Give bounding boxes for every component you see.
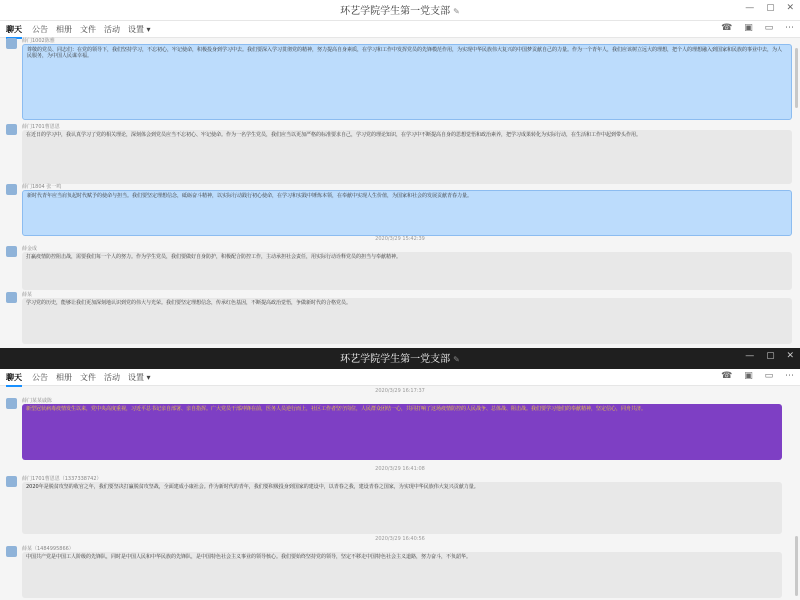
sender-name: 薛某（1484995866） <box>22 546 74 552</box>
tab-album[interactable]: 相册 <box>56 25 72 34</box>
sender-name: 薛门1701曹恩恩（1337338742） <box>22 476 102 482</box>
timestamp: 2020/3/29 16:41:08 <box>375 466 425 472</box>
tab-activity[interactable]: 活动 <box>104 373 120 382</box>
window-controls <box>736 3 794 13</box>
avatar[interactable] <box>6 546 17 557</box>
phone-icon[interactable]: ☎ <box>721 23 733 33</box>
maximize-icon[interactable]: ▢ <box>766 351 775 361</box>
avatar[interactable] <box>6 38 17 49</box>
message-bubble[interactable]: 中国共产党是中国工人阶级的先锋队，同时是中国人民和中华民族的先锋队，是中国特色社会主义事业的领导核心。我们要始终坚持党的领导，坚定不移走中国特色社会主义道路，努力奋斗，不负韶华。 <box>22 552 782 598</box>
window-controls <box>736 351 794 361</box>
timestamp: 2020/3/29 16:17:37 <box>375 388 425 394</box>
tab-settings[interactable]: 设置 ▾ <box>128 25 151 34</box>
tab-chat[interactable]: 聊天 <box>6 373 22 382</box>
close-icon[interactable]: ✕ <box>786 3 794 13</box>
message-list <box>0 386 800 600</box>
window-title: 环艺学院学生第一党支部 ✎ <box>340 354 460 365</box>
tab-files[interactable]: 文件 <box>80 25 96 34</box>
avatar[interactable] <box>6 292 17 303</box>
sender-name: 薛门1002陈雅 <box>22 38 55 44</box>
message-bubble[interactable]: 在近日的学习中，我认真学习了党的相关理论，深刻体会到党员应当不忘初心、牢记使命。作为一名学生党员，我们应当以更加严格的标准要求自己，学习党的理论知识，在学习中不断提高自身的思想觉悟和政治素养，把学习成果转化为实际行动，在生活和工作中起到带头作用。 <box>22 130 792 184</box>
message-bubble[interactable]: 打赢疫情防控阻击战，需要我们每一个人的努力。作为学生党员，我们要做好自身防护，积极配合防控工作，主动承担社会责任，用实际行动诠释党员的担当与奉献精神。 <box>22 252 792 290</box>
avatar[interactable] <box>6 124 17 135</box>
avatar[interactable] <box>6 476 17 487</box>
scrollbar[interactable] <box>795 536 798 596</box>
sender-name: 薛门某某戚陈 <box>22 398 53 404</box>
tab-announcement[interactable]: 公告 <box>32 25 48 34</box>
tab-activity[interactable]: 活动 <box>104 25 120 34</box>
scrollbar[interactable] <box>795 48 798 108</box>
avatar[interactable] <box>6 184 17 195</box>
title-bar <box>0 348 800 369</box>
sender-name: 薛门1701曹恩恩 <box>22 124 60 130</box>
tab-chat[interactable]: 聊天 <box>6 25 22 34</box>
avatar[interactable] <box>6 398 17 409</box>
sender-name: 薛门1804 张一鸣 <box>22 184 62 190</box>
sender-name: 薛金成 <box>22 246 38 252</box>
timestamp: 2020/3/29 16:40:56 <box>375 536 425 542</box>
edit-icon[interactable]: ✎ <box>453 355 460 364</box>
timestamp: 2020/3/29 15:42:39 <box>375 236 425 242</box>
tab-announcement[interactable]: 公告 <box>32 373 48 382</box>
avatar[interactable] <box>6 246 17 257</box>
screen-share-icon[interactable]: ▭ <box>764 371 774 381</box>
more-icon[interactable]: ⋯ <box>785 23 794 33</box>
message-bubble[interactable]: 尊敬的党员、同志们：在党的领导下，我们坚持学习，不忘初心，牢记使命，积极投身到学习中去。我们要深入学习贯彻党的精神，努力提高自身素质，在学习和工作中发挥党员的先锋模范作用，为实现中华民族伟大复兴的中国梦贡献自己的力量。作为一个青年人，我们应该树立远大的理想，把个人的理想融入到国家和民族的事业中去，为人民服务，为中国人民谋幸福。 <box>22 44 792 120</box>
message-bubble[interactable]: 2020年是脱贫攻坚的收官之年，我们要坚决打赢脱贫攻坚战，全面建成小康社会。作为新时代的青年，我们要积极投身到国家的建设中，以青春之我，建设青春之国家，为实现中华民族伟大复兴贡献力量。 <box>22 482 782 534</box>
video-icon[interactable]: ▣ <box>744 23 753 33</box>
message-bubble[interactable]: 学习党的历史，能够让我们更加深刻地认识到党的伟大与光荣。我们要坚定理想信念，传承红色基因，不断提高政治觉悟，争做新时代的合格党员。 <box>22 298 792 344</box>
tab-files[interactable]: 文件 <box>80 373 96 382</box>
window-title: 环艺学院学生第一党支部 ✎ <box>340 6 460 17</box>
screen-share-icon[interactable]: ▭ <box>764 23 774 33</box>
sender-name: 薛某 <box>22 292 33 298</box>
message-bubble[interactable]: 新型冠状病毒疫情发生以来，党中央高度重视，习近平总书记亲自部署、亲自指挥。广大党员干部冲锋在前，医务人员逆行而上，社区工作者坚守岗位，人民群众团结一心，共同打响了这场疫情防控的人民战争、总体战、阻击战。我们要学习他们的奉献精神，坚定信心，同舟共济。 <box>22 404 782 460</box>
title-bar <box>0 0 800 21</box>
chat-window-bottom <box>0 348 800 600</box>
tab-settings[interactable]: 设置 ▾ <box>128 373 151 382</box>
minimize-icon[interactable]: — <box>745 3 755 13</box>
more-icon[interactable]: ⋯ <box>785 371 794 381</box>
message-list <box>0 38 800 348</box>
close-icon[interactable]: ✕ <box>786 351 794 361</box>
minimize-icon[interactable]: — <box>745 351 755 361</box>
phone-icon[interactable]: ☎ <box>721 371 733 381</box>
tab-bar <box>0 21 800 38</box>
maximize-icon[interactable]: ▢ <box>766 3 775 13</box>
video-icon[interactable]: ▣ <box>744 371 753 381</box>
tab-bar <box>0 369 800 386</box>
edit-icon[interactable]: ✎ <box>453 7 460 16</box>
message-bubble[interactable]: 新时代青年应当肩负起时代赋予的使命与担当。我们要坚定理想信念，砥砺奋斗精神，以实际行动践行初心使命，在学习和实践中锤炼本领，在奉献中实现人生价值，为国家和社会的发展贡献青春力量。 <box>22 190 792 236</box>
tab-album[interactable]: 相册 <box>56 373 72 382</box>
